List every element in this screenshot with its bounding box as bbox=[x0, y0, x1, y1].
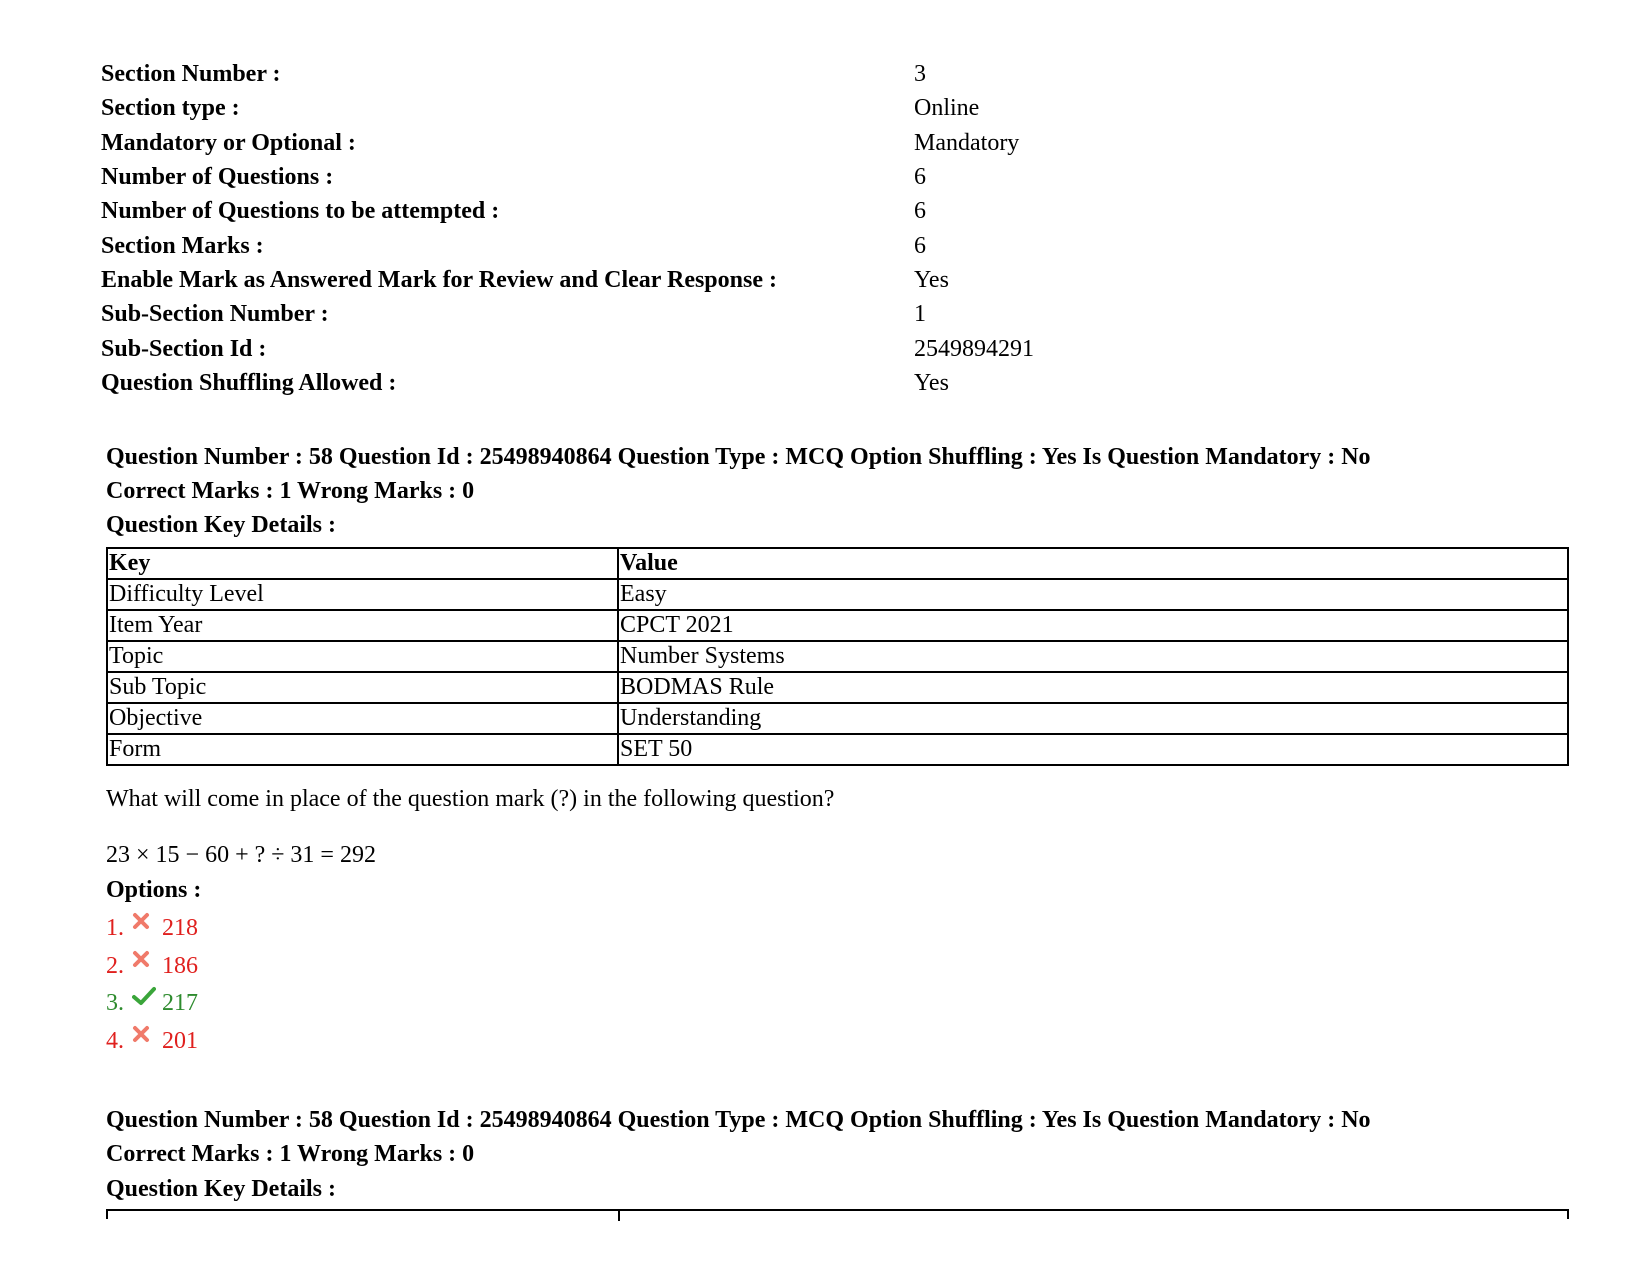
table-cell-key: Form bbox=[107, 734, 618, 765]
section-row-label: Section Number : bbox=[101, 61, 281, 87]
option-number: 3. bbox=[106, 990, 124, 1016]
question-key-table bbox=[106, 547, 1569, 766]
table-row bbox=[107, 579, 1568, 610]
table-cell-value: SET 50 bbox=[618, 734, 1568, 765]
question-text: What will come in place of the question mark (?) in the following question? bbox=[106, 786, 835, 812]
question-key-details-label: Question Key Details : bbox=[106, 1176, 336, 1202]
section-row bbox=[101, 91, 1301, 125]
table-cell-key: Difficulty Level bbox=[107, 579, 618, 610]
section-row-label: Sub-Section Number : bbox=[101, 301, 329, 327]
table-row bbox=[107, 703, 1568, 734]
section-row bbox=[101, 366, 1301, 400]
table-header-row bbox=[107, 548, 1568, 579]
table-cell-value: CPCT 2021 bbox=[618, 610, 1568, 641]
question-marks: Correct Marks : 1 Wrong Marks : 0 bbox=[106, 478, 475, 504]
check-icon bbox=[132, 978, 162, 1012]
option-number: 4. bbox=[106, 1028, 124, 1054]
section-row bbox=[101, 297, 1301, 331]
section-row-label: Number of Questions to be attempted : bbox=[101, 198, 500, 224]
table-cell-key: Item Year bbox=[107, 610, 618, 641]
table-row bbox=[107, 734, 1568, 765]
section-row-value: Yes bbox=[914, 267, 949, 293]
section-row bbox=[101, 229, 1301, 263]
section-row-value: 1 bbox=[914, 301, 926, 327]
section-row-value: 6 bbox=[914, 233, 926, 259]
table-cell-value: BODMAS Rule bbox=[618, 672, 1568, 703]
question-header: Question Number : 58 Question Id : 25498940864 Question Type : MCQ Option Shuffling : Yes Is Question Mandatory : No bbox=[106, 1107, 1371, 1133]
option-value: 201 bbox=[162, 1028, 198, 1054]
section-row-label: Mandatory or Optional : bbox=[101, 130, 356, 156]
table-column-divider bbox=[618, 1211, 620, 1221]
cross-icon bbox=[132, 1016, 162, 1050]
table-header-key: Key bbox=[107, 548, 618, 579]
option-item bbox=[106, 911, 198, 945]
table-cell-key: Sub Topic bbox=[107, 672, 618, 703]
section-row-label: Enable Mark as Answered Mark for Review and Clear Response : bbox=[101, 267, 777, 293]
section-row-value: 2549894291 bbox=[914, 336, 1034, 362]
section-row bbox=[101, 332, 1301, 366]
section-row bbox=[101, 263, 1301, 297]
cross-icon bbox=[132, 903, 162, 937]
section-row-label: Sub-Section Id : bbox=[101, 336, 267, 362]
section-row bbox=[101, 126, 1301, 160]
table-cell-key: Topic bbox=[107, 641, 618, 672]
question-key-details-label: Question Key Details : bbox=[106, 512, 336, 538]
cross-icon bbox=[132, 941, 162, 975]
section-row bbox=[101, 194, 1301, 228]
table-header-value: Value bbox=[618, 548, 1568, 579]
option-item bbox=[106, 986, 198, 1020]
options-label: Options : bbox=[106, 877, 202, 903]
section-row-value: Online bbox=[914, 95, 980, 121]
section-row bbox=[101, 160, 1301, 194]
section-row bbox=[101, 57, 1301, 91]
option-value: 186 bbox=[162, 953, 198, 979]
section-row-label: Section type : bbox=[101, 95, 240, 121]
option-value: 218 bbox=[162, 915, 198, 941]
table-cell-key: Objective bbox=[107, 703, 618, 734]
option-value: 217 bbox=[162, 990, 198, 1016]
option-item bbox=[106, 1024, 198, 1058]
table-row bbox=[107, 641, 1568, 672]
section-row-label: Question Shuffling Allowed : bbox=[101, 370, 397, 396]
section-row-value: 6 bbox=[914, 164, 926, 190]
section-row-value: Yes bbox=[914, 370, 949, 396]
option-number: 1. bbox=[106, 915, 124, 941]
section-row-label: Number of Questions : bbox=[101, 164, 334, 190]
section-row-value: 3 bbox=[914, 61, 926, 87]
question-equation: 23 × 15 − 60 + ? ÷ 31 = 292 bbox=[106, 842, 376, 868]
table-cell-value: Number Systems bbox=[618, 641, 1568, 672]
question-key-table-partial bbox=[106, 1209, 1569, 1219]
question-marks: Correct Marks : 1 Wrong Marks : 0 bbox=[106, 1141, 475, 1167]
table-row bbox=[107, 610, 1568, 641]
section-row-value: 6 bbox=[914, 198, 926, 224]
option-number: 2. bbox=[106, 953, 124, 979]
table-cell-value: Understanding bbox=[618, 703, 1568, 734]
table-row bbox=[107, 672, 1568, 703]
question-header: Question Number : 58 Question Id : 25498940864 Question Type : MCQ Option Shuffling : Yes Is Question Mandatory : No bbox=[106, 444, 1371, 470]
section-row-value: Mandatory bbox=[914, 130, 1020, 156]
table-cell-value: Easy bbox=[618, 579, 1568, 610]
section-row-label: Section Marks : bbox=[101, 233, 264, 259]
